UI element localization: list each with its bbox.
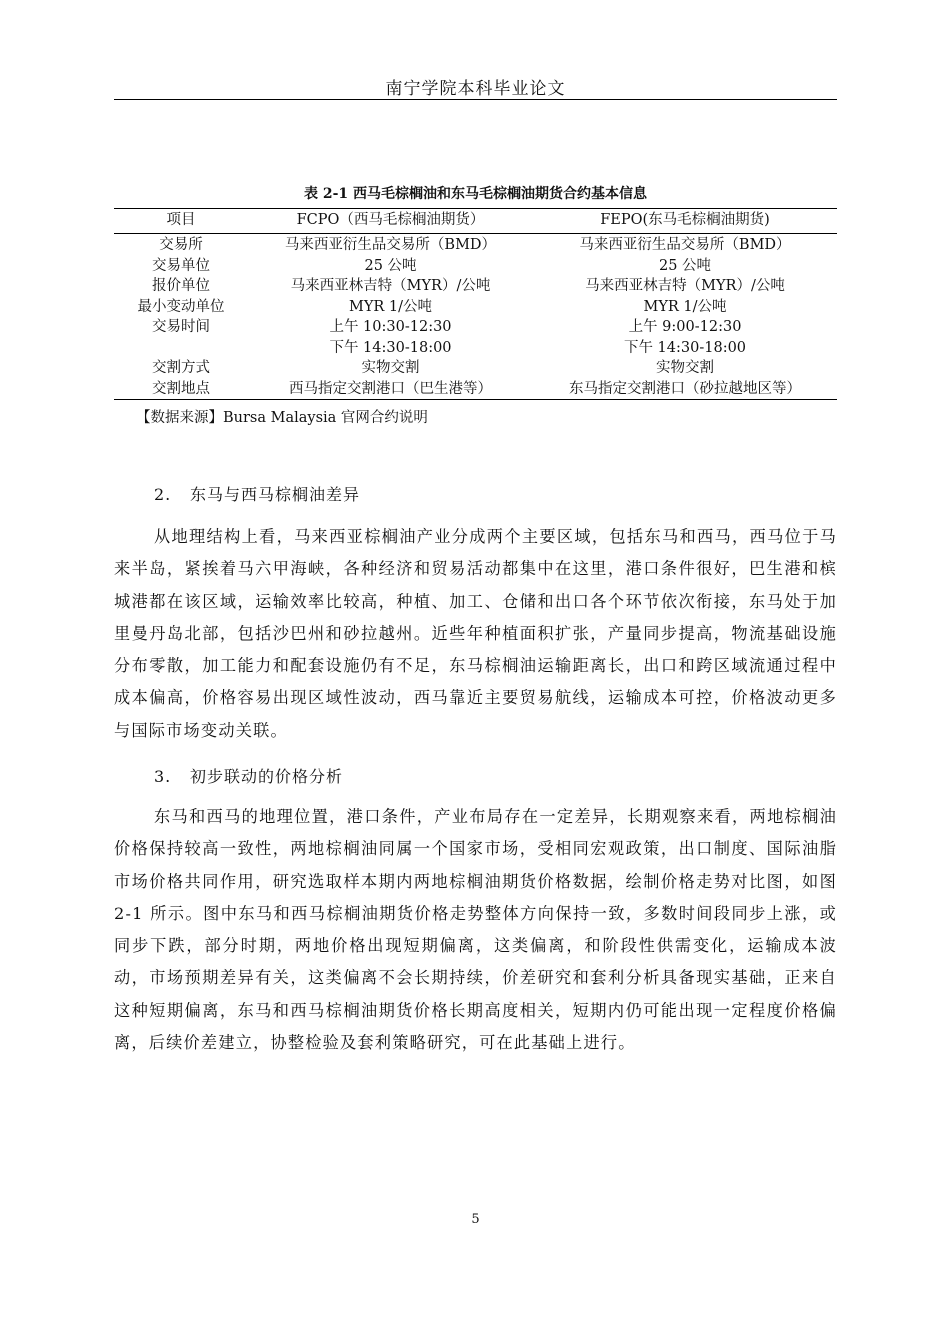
table-caption: 表 2-1 西马毛棕榈油和东马毛棕榈油期货合约基本信息 — [303, 186, 648, 202]
table-cell: 下午 14:30-18:00 — [623, 339, 747, 356]
table-cell: 25 公吨 — [364, 257, 417, 274]
table-row — [114, 379, 837, 400]
table-cell: MYR 1/公吨 — [643, 298, 727, 315]
table-cell: 马来西亚林吉特（MYR）/公吨 — [290, 278, 491, 294]
column-header: FCPO（西马毛棕榈油期货） — [248, 209, 533, 234]
body-paragraph: 东马和西马的地理位置，港口条件，产业布局存在一定差异，长期观察来看，两地棕榈油价格保持较高一致性，两地棕榈油同属一个国家市场，受相同宏观政策，出口制度、国际油脂市场价格共同作用，研究选取样本期内两地棕榈油期货价格数据，绘制价格走势对比图，如图 2-1 所示。图中东马和西马棕榈油期货价格走势整体方向保持一致，多数时间段同步上涨，或同步下跌，部分时期，两地价格出现短期偏离，这类偏离，和阶段性供需变化，运输成本波动，市场预期差异有关，这类偏离不会长期持续，价差研究和套利分析具备现实基础，正来自这种短期偏离，东马和西马棕榈油期货价格长期高度相关，短期内仍可能出现一定程度价格偏离，后续价差建立，协整检验及套利策略研究，可在此基础上进行。 — [114, 807, 837, 1053]
table-cell — [114, 338, 248, 359]
table-cell: 实物交割 — [361, 360, 420, 376]
table-cell: 东马指定交割港口（砂拉越地区等） — [569, 380, 801, 397]
section-title: 初步联动的价格分析 — [190, 767, 344, 786]
table-cell: 最小变动单位 — [137, 298, 225, 315]
table-cell: 马来西亚衍生品交易所（BMD） — [284, 237, 497, 253]
table-cell: 交易单位 — [152, 257, 210, 274]
running-header: 南宁学院本科毕业论文 — [385, 79, 566, 99]
table-cell: 西马指定交割港口（巴生港等） — [289, 380, 492, 397]
section-number: 3. — [154, 767, 172, 786]
table-cell: 马来西亚衍生品交易所（BMD） — [579, 237, 791, 253]
contract-spec-table — [114, 208, 837, 400]
section-heading-2 — [154, 482, 360, 505]
section-heading-3 — [154, 764, 343, 787]
table-row — [114, 317, 837, 338]
table-cell: 25 公吨 — [658, 257, 712, 274]
section-number: 2. — [154, 485, 172, 504]
table-row — [114, 256, 837, 277]
table-cell: 交易时间 — [152, 319, 210, 335]
table-row — [114, 276, 837, 297]
header-rule — [114, 99, 837, 100]
table-cell: 下午 14:30-18:00 — [329, 339, 452, 356]
table-cell: 上午 9:00-12:30 — [628, 319, 742, 335]
table-cell: 交割地点 — [152, 380, 210, 397]
table-row — [114, 338, 837, 359]
table-row — [114, 297, 837, 318]
body-paragraph: 从地理结构上看，马来西亚棕榈油产业分成两个主要区域，包括东马和西马，西马位于马来半岛，紧挨着马六甲海峡，各种经济和贸易活动都集中在这里，港口条件很好，巴生港和槟城港都在该区域，运输效率比较高，种植、加工、仓储和出口各个环节依次衔接，东马处于加里曼丹岛北部，包括沙巴州和砂拉越州。近些年种植面积扩张，产量同步提高，物流基础设施分布零散，加工能力和配套设施仍有不足，东马棕榈油运输距离长，出口和跨区域流通过程中成本偏高，价格容易出现区域性波动，西马靠近主要贸易航线，运输成本可控，价格波动更多与国际市场变动关联。 — [114, 527, 837, 740]
table-cell: 交割方式 — [152, 360, 210, 376]
table-header-row — [114, 209, 837, 234]
section-title: 东马与西马棕榈油差异 — [190, 485, 361, 504]
table-cell: 上午 10:30-12:30 — [329, 319, 452, 335]
table-source-note: 【数据来源】Bursa Malaysia 官网合约说明 — [136, 410, 428, 426]
table-cell: 交易所 — [159, 237, 203, 253]
column-header: FEPO(东马毛棕榈油期货) — [533, 209, 837, 234]
table-row — [114, 234, 837, 256]
table-row — [114, 358, 837, 379]
table-cell: MYR 1/公吨 — [348, 298, 433, 315]
table-cell: 实物交割 — [656, 360, 714, 376]
page-number: 5 — [471, 1212, 480, 1227]
table-cell: 报价单位 — [152, 278, 210, 294]
column-header: 项目 — [114, 209, 248, 234]
table-cell: 马来西亚林吉特（MYR）/公吨 — [585, 278, 785, 294]
